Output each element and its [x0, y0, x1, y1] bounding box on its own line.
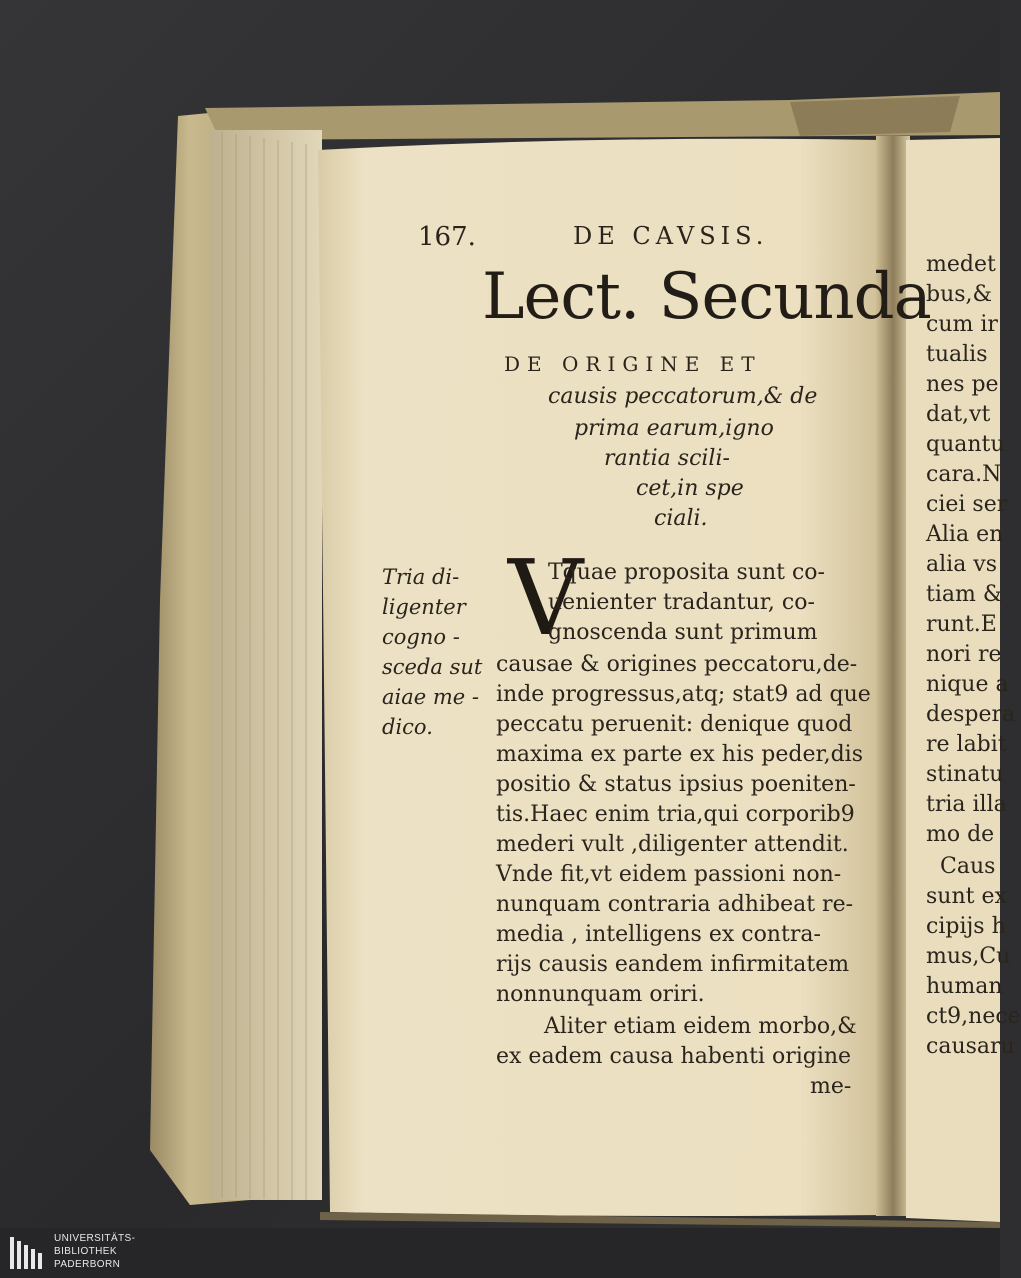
logo-line: PADERBORN — [54, 1259, 121, 1270]
facing-line: cipijs h — [926, 914, 1006, 939]
subtitle-line: rantia scili- — [604, 446, 730, 471]
facing-line: sunt ex — [926, 884, 1007, 909]
facing-line: tualis — [926, 342, 988, 367]
facing-line: ciei ser — [926, 492, 1008, 517]
body-line: maxima ex parte ex his peder,dis — [496, 742, 863, 767]
body-line: ex eadem causa habenti origine — [496, 1044, 852, 1069]
facing-line: nori re — [926, 642, 1002, 667]
facing-line: tiam & — [926, 582, 1003, 607]
facing-line: causaru — [926, 1034, 1015, 1059]
library-footer — [0, 1228, 1000, 1278]
facing-page — [906, 130, 1021, 1220]
subtitle-line: cet,in spe — [636, 476, 744, 501]
marginal-note-line: aiae me - — [382, 685, 479, 709]
catchword: me- — [810, 1074, 852, 1099]
marginal-note-line: ligenter — [382, 595, 466, 619]
marginal-note-line: dico. — [382, 715, 433, 739]
body-line: causae & origines peccatoru,de- — [496, 652, 858, 677]
facing-line: cara.N — [926, 462, 1002, 487]
facing-line: cum ir — [926, 312, 998, 337]
body-line: rijs causis eandem infirmitatem — [496, 952, 850, 977]
facing-line: dat,vt — [926, 402, 991, 427]
facing-line: human — [926, 974, 1003, 999]
body-line: gnoscenda sunt primum — [548, 620, 818, 645]
body-line: Aliter etiam eidem morbo,& — [544, 1014, 857, 1039]
facing-line: nique a — [926, 672, 1009, 697]
body-line: nonnunquam oriri. — [496, 982, 705, 1007]
facing-line: mo de — [926, 822, 995, 847]
body-line: positio & status ipsius poeniten- — [496, 772, 856, 797]
chapter-title: Lect. Secunda — [482, 260, 931, 334]
page-number: 167. — [418, 222, 476, 252]
body-line: media , intelligens ex contra- — [496, 922, 821, 947]
facing-line: quantu — [926, 432, 1005, 457]
facing-line: runt.E — [926, 612, 997, 637]
facing-line: alia vs — [926, 552, 998, 577]
body-line: tis.Haec enim tria,qui corporib9 — [496, 802, 855, 827]
marginal-note-line: Tria di- — [382, 565, 460, 589]
drop-cap: V — [508, 537, 584, 659]
facing-line: mus,Cu — [926, 944, 1011, 969]
marginal-note-line: cogno - — [382, 625, 460, 649]
body-line: Vnde fit,vt eidem passioni non- — [496, 862, 842, 887]
facing-line: medet — [926, 252, 996, 277]
facing-line: stinatu — [926, 762, 1004, 787]
library-logo-icon — [8, 1235, 46, 1271]
logo-line: BIBLIOTHEK — [54, 1246, 117, 1257]
subtitle-line: causis peccatorum,& de — [548, 384, 818, 409]
library-logo-text — [54, 1232, 135, 1271]
facing-line: Alia en — [926, 522, 1004, 547]
body-line: uenienter tradantur, co- — [548, 590, 815, 615]
subtitle-line: ciali. — [654, 506, 708, 531]
body-line: inde progressus,atq; stat9 ad que — [496, 682, 871, 707]
subtitle-line: prima earum,igno — [574, 416, 774, 441]
body-line: nunquam contraria adhibeat re- — [496, 892, 854, 917]
running-head: DE CAVSIS. — [573, 222, 769, 250]
facing-line: nes pe — [926, 372, 999, 397]
facing-line: Caus — [940, 854, 996, 879]
logo-line: UNIVERSITÄTS- — [54, 1233, 136, 1244]
left-page — [318, 140, 931, 1220]
facing-line: bus,& — [926, 282, 993, 307]
body-line: Tquae proposita sunt co- — [548, 560, 825, 585]
facing-line: despera — [926, 702, 1016, 727]
subtitle-caps: DE ORIGINE ET — [504, 352, 762, 376]
facing-line: re labit — [926, 732, 1007, 757]
facing-line: ct9,nece — [926, 1004, 1021, 1029]
marginal-note-line: sceda sut — [382, 655, 483, 679]
body-line: mederi vult ,diligenter attendit. — [496, 832, 849, 857]
body-line: peccatu peruenit: denique quod — [496, 712, 853, 737]
page-edges — [210, 130, 322, 1200]
facing-line: tria illa — [926, 792, 1007, 817]
